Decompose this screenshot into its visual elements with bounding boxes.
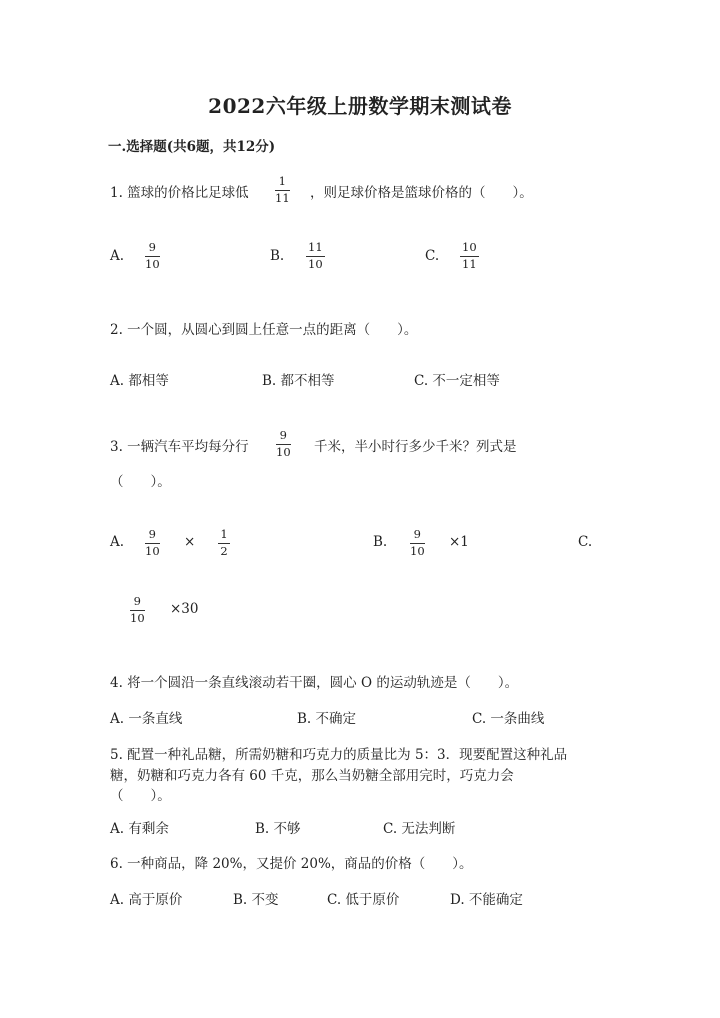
q1-option-b-denominator: 10 <box>308 256 323 271</box>
q1-option-c-denominator: 11 <box>462 256 477 271</box>
q1-option-a-numerator: 9 <box>148 240 156 254</box>
q1-option-c-fraction <box>460 242 479 270</box>
q3-option-c-fraction <box>130 596 145 624</box>
q4-option-a: A. 一条直线 <box>110 711 183 727</box>
q3-option-b-label: B. <box>373 534 388 550</box>
q6-option-d: D. 不能确定 <box>450 892 523 908</box>
q1-stem-start: 1. 篮球的价格比足球低 <box>110 185 249 201</box>
q3-option-a-second-denominator: 2 <box>220 543 228 558</box>
q1-option-b-fraction <box>306 242 325 270</box>
q3-option-c-numerator: 9 <box>133 594 141 608</box>
q3-option-a-numerator: 9 <box>148 527 156 541</box>
q6-stem: 6. 一种商品，降 20%，又提价 20%，商品的价格（ ）。 <box>110 856 473 872</box>
q1-option-a-fraction <box>145 242 160 270</box>
q5-option-a: A. 有剩余 <box>110 821 169 837</box>
q1-option-c-label: C. <box>425 248 440 264</box>
q3-stem-start: 3. 一辆汽车平均每分行 <box>110 439 249 455</box>
q5-option-b: B. 不够 <box>255 821 301 837</box>
q1-option-c-numerator: 10 <box>462 240 477 254</box>
q6-option-c: C. 低于原价 <box>327 892 400 908</box>
q3-fraction-denominator: 10 <box>276 444 291 459</box>
q3-option-b-numerator: 9 <box>413 527 421 541</box>
q4-option-c: C. 一条曲线 <box>472 711 545 727</box>
q3-option-a-denominator: 10 <box>145 543 160 558</box>
q3-option-a-label: A. <box>110 534 125 550</box>
q4-option-b: B. 不确定 <box>297 711 357 727</box>
q1-option-b-label: B. <box>270 248 285 264</box>
q1-stem-end: ，则足球价格是篮球价格的（ ）。 <box>310 185 533 201</box>
q3-stem-end: （ ）。 <box>110 474 171 490</box>
q1-option-b-numerator: 11 <box>308 240 323 254</box>
q2-option-b: B. 都不相等 <box>262 373 335 389</box>
q6-option-b: B. 不变 <box>233 892 279 908</box>
q3-option-c-tail: ×30 <box>170 601 199 617</box>
q3-option-b-tail: ×1 <box>449 534 469 550</box>
q2-stem: 2. 一个圆，从圆心到圆上任意一点的距离（ ）。 <box>110 322 418 338</box>
q3-option-b-denominator: 10 <box>410 543 425 558</box>
q3-stem-middle: 千米，半小时行多少千米？列式是 <box>314 439 517 455</box>
q6-option-a: A. 高于原价 <box>110 892 183 908</box>
q2-option-c: C. 不一定相等 <box>414 373 500 389</box>
q3-fraction <box>276 430 291 458</box>
q3-option-a-second-fraction <box>218 529 230 557</box>
q1-fraction-numerator: 1 <box>278 174 286 188</box>
q3-option-c-denominator: 10 <box>130 610 145 625</box>
q3-option-c-label: C. <box>578 534 593 550</box>
q4-stem: 4. 将一个圆沿一条直线滚动若干圈，圆心 O 的运动轨迹是（ ）。 <box>110 675 519 691</box>
q1-option-a-denominator: 10 <box>145 256 160 271</box>
q3-option-a-operator: × <box>184 534 196 550</box>
q5-stem-line-2: 糖，奶糖和巧克力各有 60 千克，那么当奶糖全部用完时，巧克力会 <box>110 768 514 784</box>
q3-option-b-fraction <box>410 529 425 557</box>
q3-fraction-numerator: 9 <box>279 428 287 442</box>
q1-fraction <box>275 176 290 204</box>
q1-fraction-denominator: 11 <box>275 190 290 205</box>
q1-option-a-label: A. <box>110 248 125 264</box>
q3-option-a-second-numerator: 1 <box>220 527 228 541</box>
q5-stem-line-1: 5. 配置一种礼品糖，所需奶糖和巧克力的质量比为 5：3．现要配置这种礼品 <box>110 747 568 763</box>
page-title: 2022六年级上册数学期末测试卷 <box>208 94 512 118</box>
q2-option-a: A. 都相等 <box>110 373 169 389</box>
section-heading: 一.选择题(共6题，共12分) <box>108 139 276 155</box>
q5-option-c: C. 无法判断 <box>383 821 456 837</box>
q5-stem-line-3: （ ）。 <box>110 788 171 804</box>
q3-option-a-fraction <box>145 529 160 557</box>
